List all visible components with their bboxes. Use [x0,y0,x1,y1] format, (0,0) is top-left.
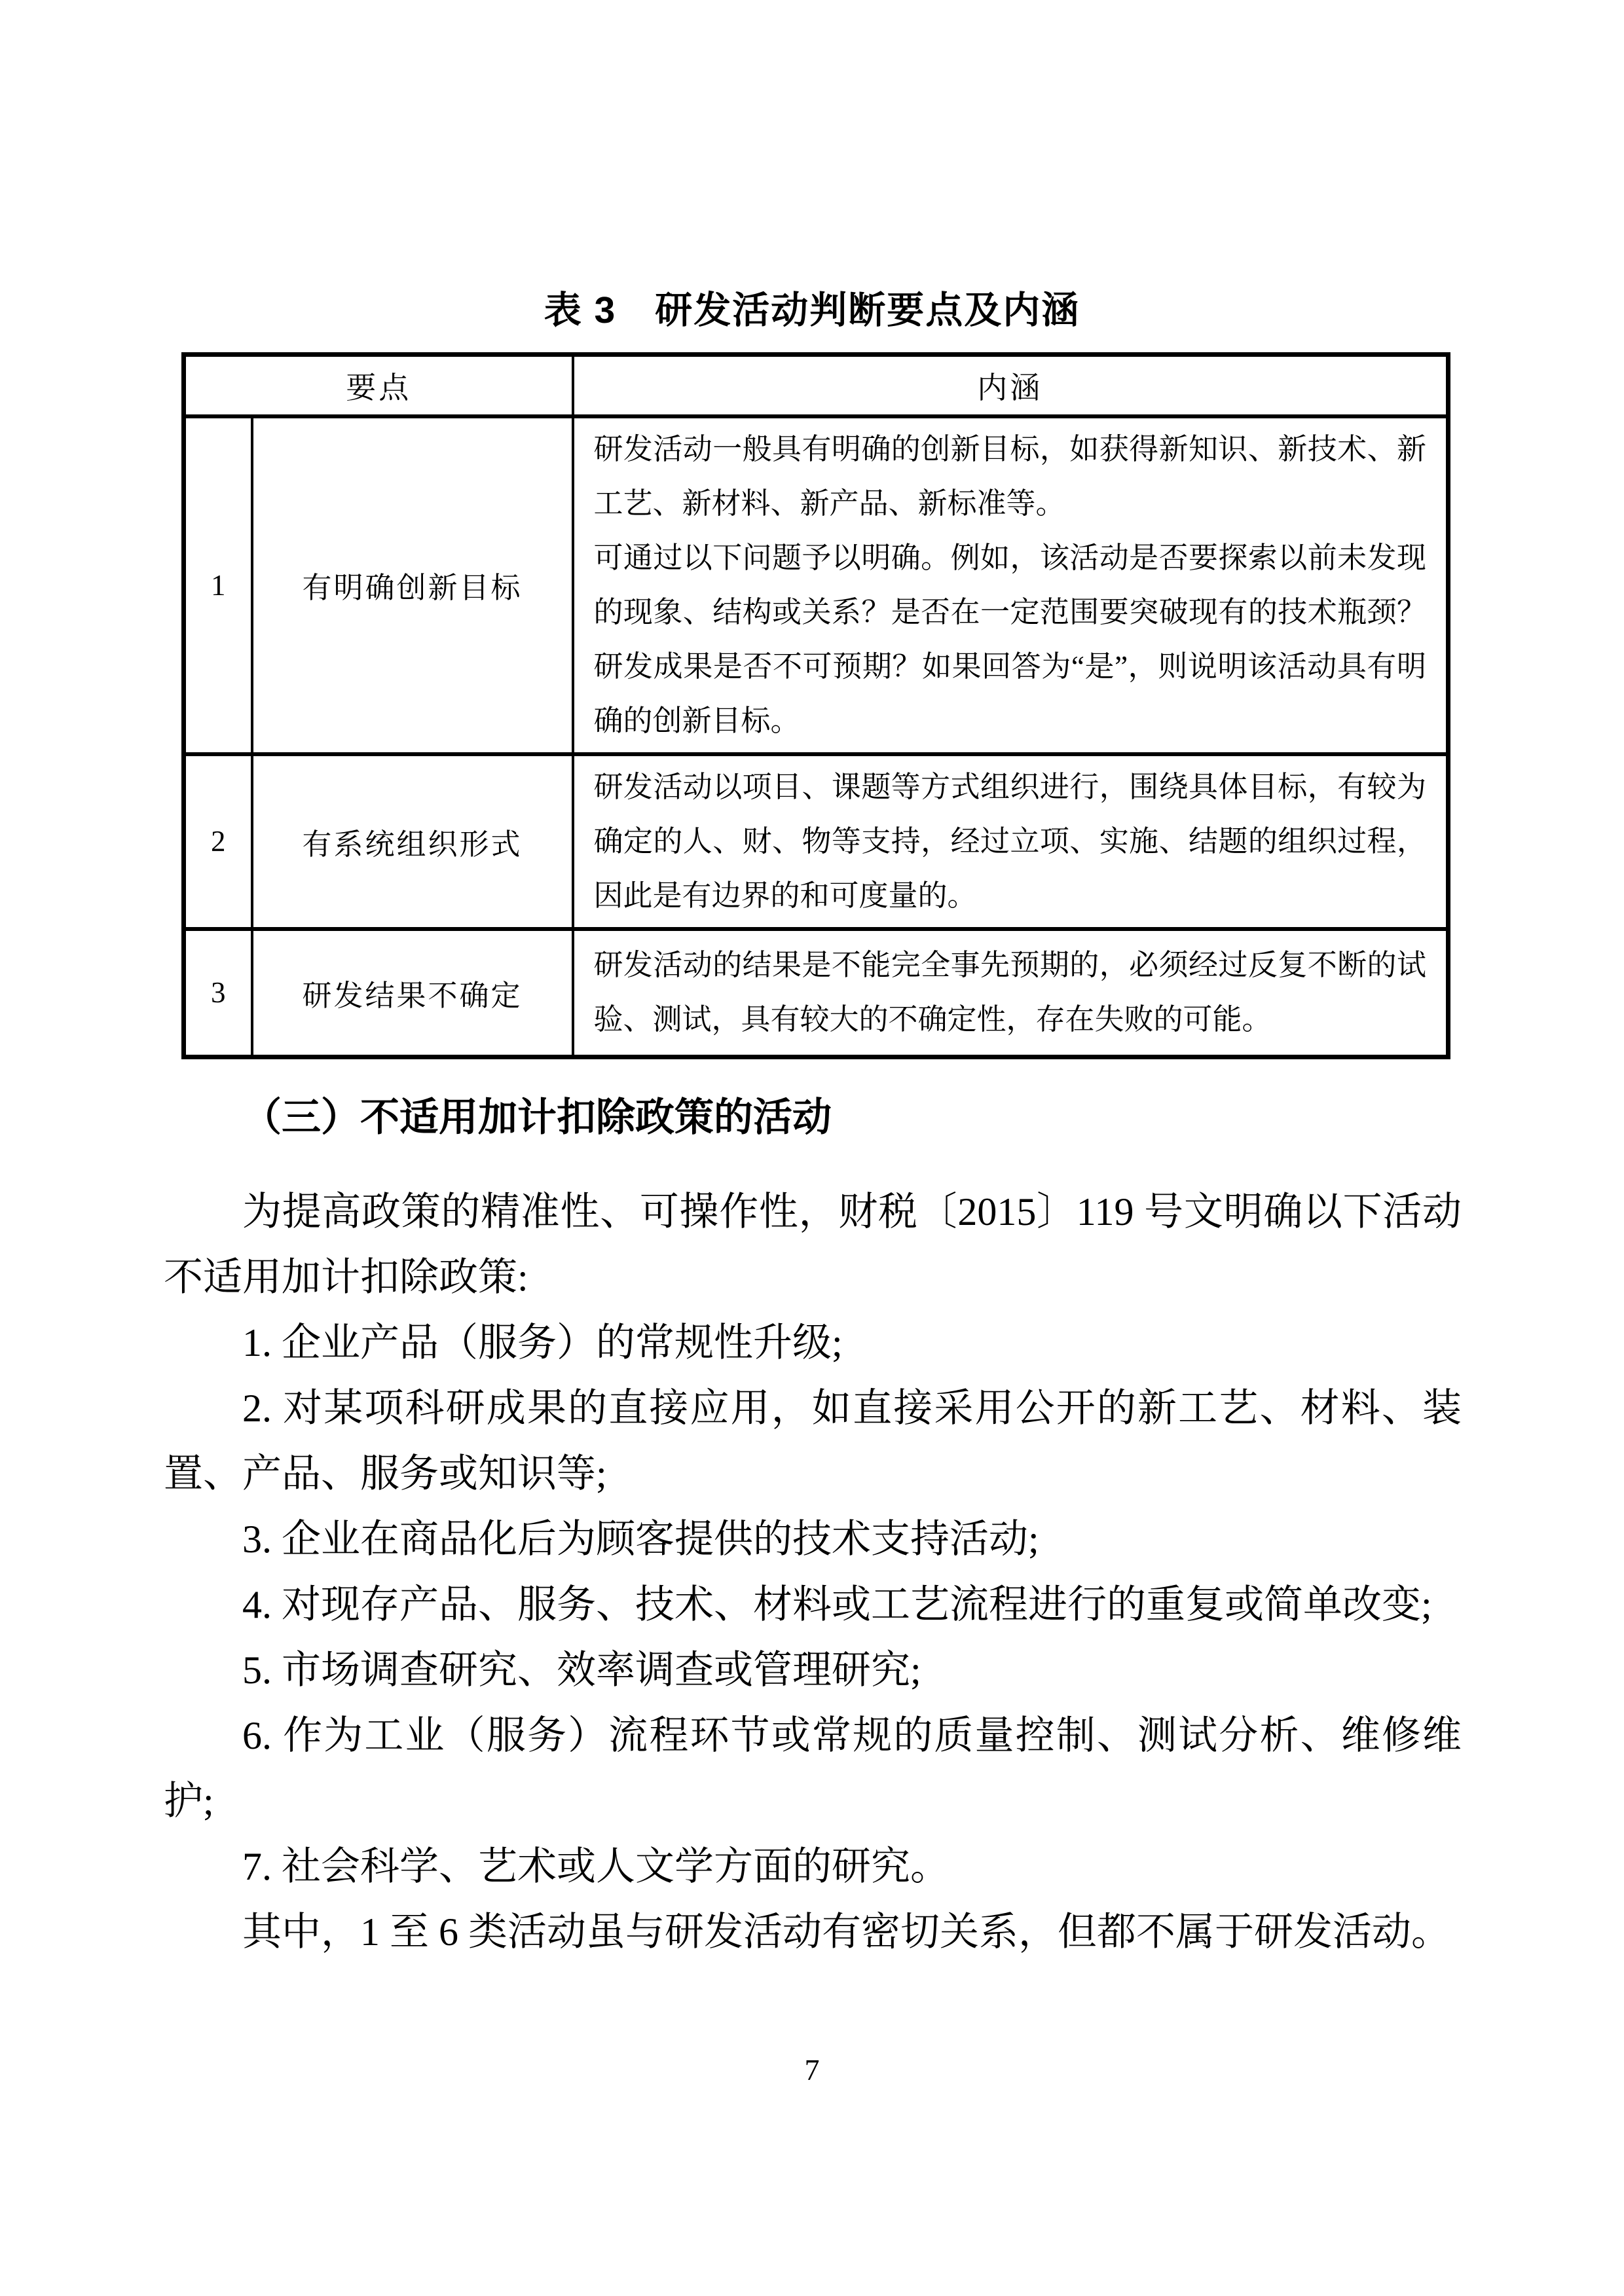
table-header-row [184,355,1449,416]
list-item: 5. 市场调查研究、效率调查或管理研究; [242,1649,921,1692]
row-keypoint: 研发结果不确定 [252,929,573,1057]
intro-paragraph: 为提高政策的精准性、可操作性，财税〔2015〕119 号文明确以下活动不适用加计扣除政策: [164,1190,1462,1299]
row-content [573,754,1449,929]
row-content [573,416,1449,754]
row-content [573,929,1449,1057]
row-number: 1 [184,416,252,754]
rd-activity-table [181,352,1450,1059]
list-item: 3. 企业在商品化后为顾客提供的技术支持活动; [242,1518,1039,1561]
list-item: 2. 对某项科研成果的直接应用，如直接采用公开的新工艺、材料、装置、产品、服务或知识等; [164,1387,1462,1495]
cell-paragraph: 研发活动一般具有明确的创新目标，如获得新知识、新技术、新工艺、新材料、新产品、新标准等。 [593,432,1426,520]
list-item: 1. 企业产品（服务）的常规性升级; [242,1321,843,1364]
section-heading: （三）不适用加计扣除政策的活动 [242,1096,832,1139]
page-number: 7 [804,2053,820,2086]
row-keypoint: 有系统组织形式 [252,754,573,929]
cell-paragraph: 研发活动以项目、课题等方式组织进行，围绕具体目标，有较为确定的人、财、物等支持，经过立项、实施、结题的组织过程，因此是有边界的和可度量的。 [593,770,1426,912]
table-title: 表 3 研发活动判断要点及内涵 [544,289,1080,331]
row-keypoint: 有明确创新目标 [252,416,573,754]
cell-paragraph: 可通过以下问题予以明确。例如，该活动是否要探索以前未发现的现象、结构或关系？是否在一定范围要突破现有的技术瓶颈？研发成果是否不可预期？如果回答为“是”，则说明该活动具有明确的创新目标。 [593,541,1426,737]
list-item: 7. 社会科学、艺术或人文学方面的研究。 [242,1845,950,1888]
row-number: 2 [184,754,252,929]
list-item: 6. 作为工业（服务）流程环节或常规的质量控制、测试分析、维修维护; [164,1714,1462,1823]
table-row [184,416,1449,754]
list-item: 4. 对现存产品、服务、技术、材料或工艺流程进行的重复或简单改变; [242,1583,1432,1626]
row-number: 3 [184,929,252,1057]
table-row [184,929,1449,1057]
section-not-applicable [164,1085,1462,1965]
cell-paragraph: 研发活动的结果是不能完全事先预期的，必须经过反复不断的试验、测试，具有较大的不确定性，存在失败的可能。 [593,949,1426,1036]
column-header-content: 内涵 [573,355,1449,416]
conclusion-paragraph: 其中，1 至 6 类活动虽与研发活动有密切关系，但都不属于研发活动。 [242,1910,1450,1954]
table-row [184,754,1449,929]
column-header-keypoint: 要点 [184,355,573,416]
